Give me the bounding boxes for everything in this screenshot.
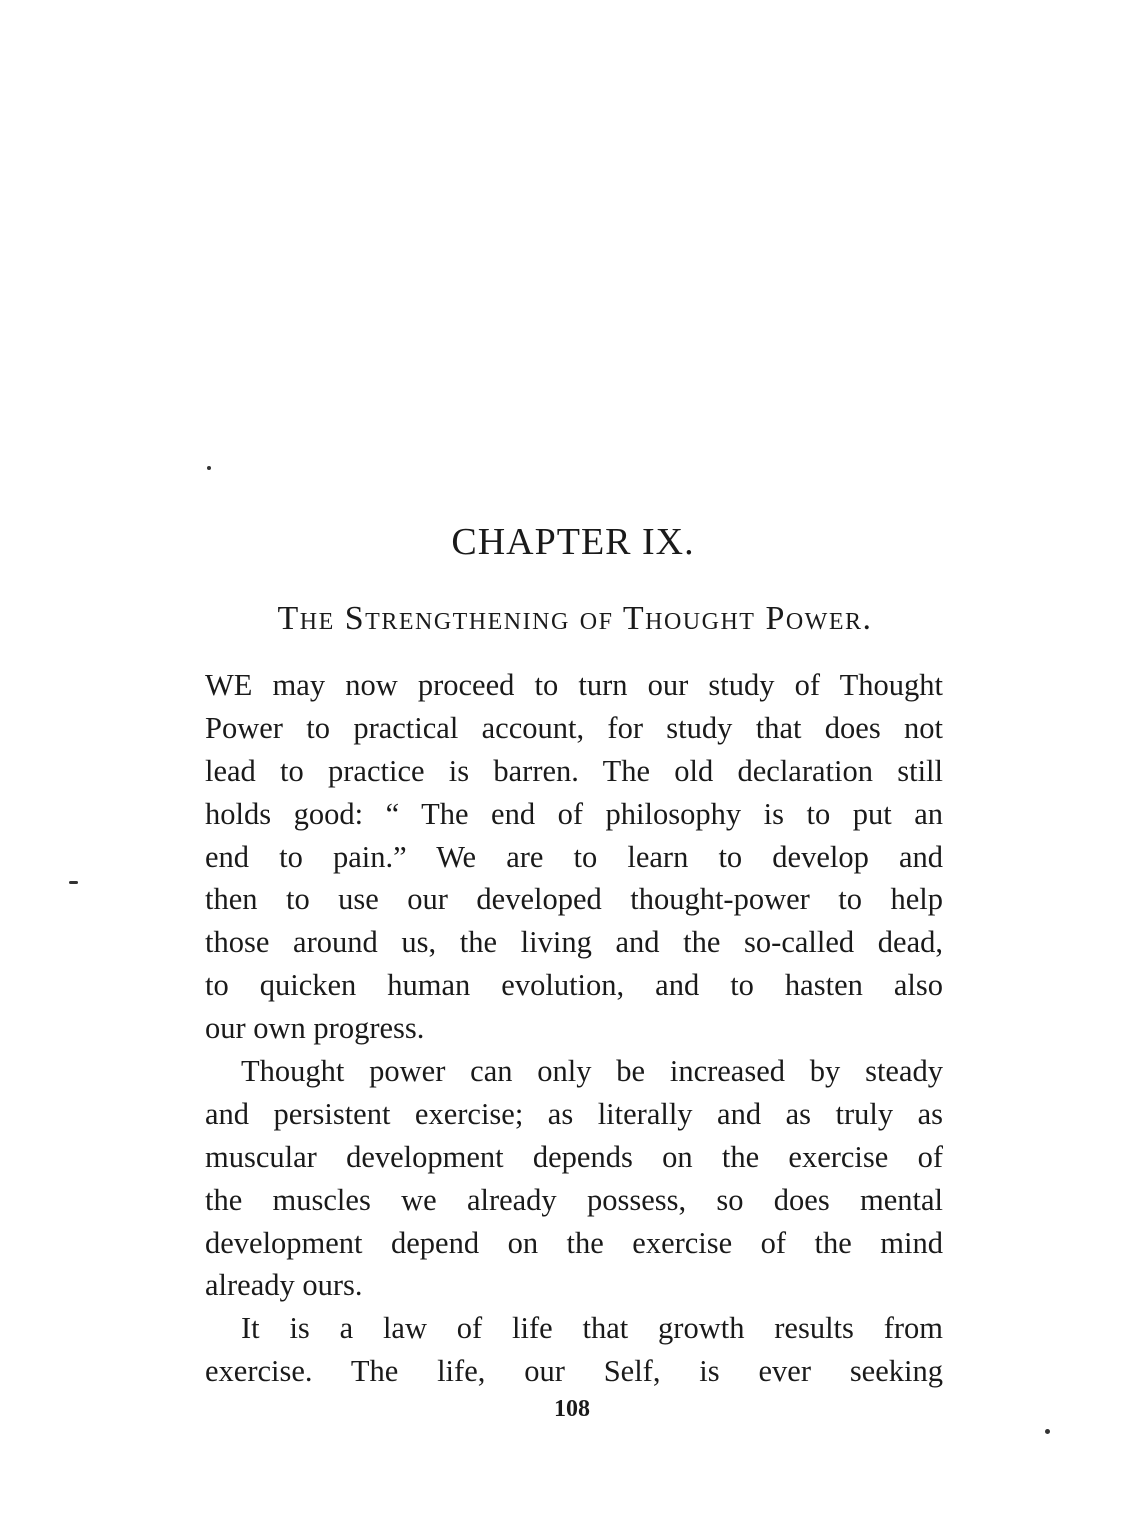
text-line: WE may now proceed to turn our study of Thought: [205, 668, 943, 702]
text-line: muscular development depends on the exercise of: [205, 1139, 943, 1174]
page-number: 108: [554, 1396, 590, 1422]
text-line: the muscles we already possess, so does mental: [205, 1182, 943, 1217]
text-line: end to pain.” We are to learn to develop and: [205, 839, 943, 874]
text-line: lead to practice is barren. The old declaration still: [205, 753, 943, 788]
scan-speck: [1045, 1429, 1050, 1434]
text-line: Power to practical account, for study that does not: [205, 710, 943, 745]
body-text: [205, 664, 943, 1393]
chapter-title: The Strengthening of Thought Power.: [277, 600, 873, 637]
text-line: exercise. The life, our Self, is ever seeking: [205, 1354, 943, 1389]
text-line: and persistent exercise; as literally and as truly as: [205, 1096, 943, 1131]
scan-speck: [69, 881, 78, 884]
text-line: Thought power can only be increased by steady: [241, 1054, 943, 1089]
text-line: It is a law of life that growth results from: [241, 1311, 943, 1346]
text-line: to quicken human evolution, and to hasten also: [205, 968, 943, 1003]
text-line: then to use our developed thought-power to help: [205, 882, 943, 917]
text-line: our own progress.: [205, 1011, 425, 1046]
text-line: already ours.: [205, 1268, 363, 1303]
text-line: those around us, the living and the so-called dead,: [205, 925, 943, 960]
chapter-heading: CHAPTER IX.: [451, 521, 695, 563]
text-line: holds good: “ The end of philosophy is to put an: [205, 796, 943, 831]
text-line: development depend on the exercise of the mind: [205, 1225, 943, 1260]
scan-speck: [207, 466, 211, 470]
